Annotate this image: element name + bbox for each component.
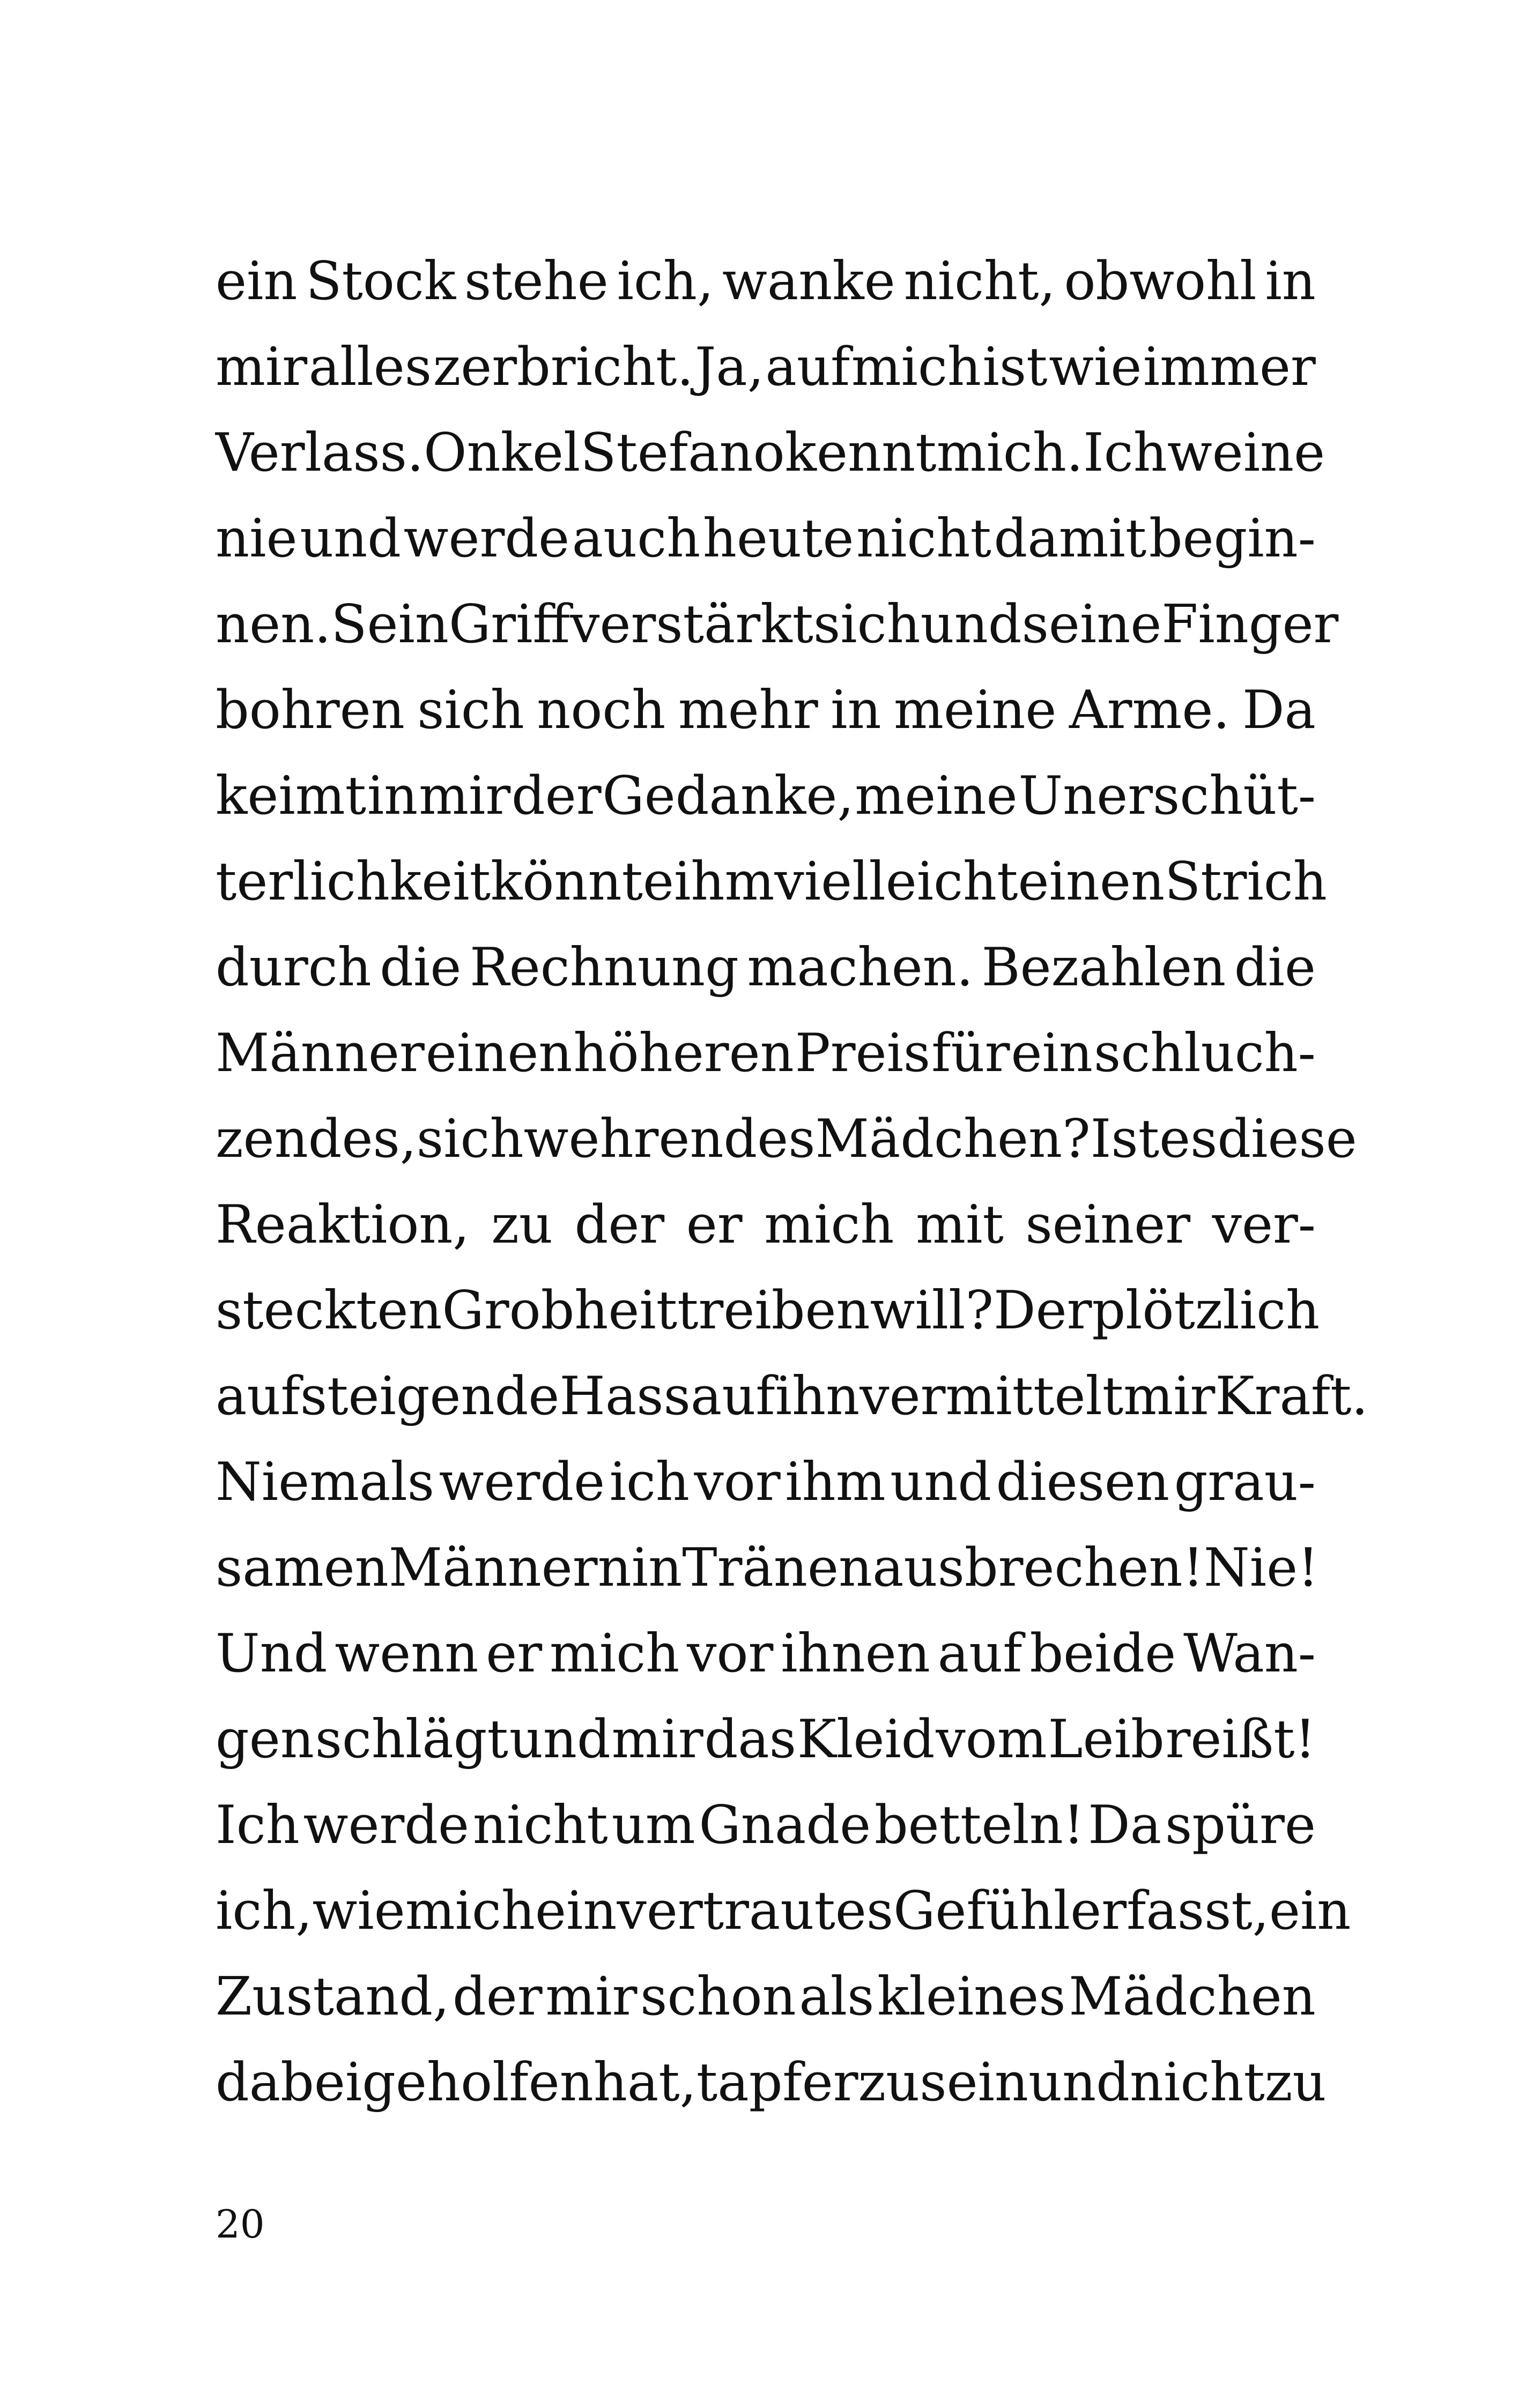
word: Gedanke, <box>602 765 854 827</box>
word: vertrautes <box>617 1881 894 1942</box>
word: auf <box>937 1623 1022 1684</box>
word: Wan- <box>1183 1623 1316 1684</box>
word: Zustand, <box>216 1966 450 2027</box>
word: aufsteigende <box>216 1366 560 1427</box>
word: und <box>300 508 402 569</box>
word: höheren <box>573 1023 794 1084</box>
text-line <box>216 1096 1357 1182</box>
word: in <box>367 765 418 827</box>
word: diese <box>1217 1109 1357 1170</box>
word: Tränen <box>682 1537 873 1599</box>
word: und <box>890 1452 992 1513</box>
word: nicht, <box>903 251 1056 312</box>
word: Männern <box>388 1537 632 1599</box>
word: Ist <box>1090 1109 1160 1170</box>
word: keimt <box>216 765 367 827</box>
word: sein <box>920 2052 1029 2113</box>
word: Ich <box>216 1795 300 1856</box>
text-line <box>216 2040 1327 2125</box>
word: wanke <box>722 251 895 312</box>
word: mehr <box>678 680 818 741</box>
word: mich <box>764 1194 894 1255</box>
word: ihm <box>785 1452 886 1513</box>
word: Verlass. <box>216 422 424 484</box>
word: noch <box>537 680 666 741</box>
word: mich <box>550 1623 680 1684</box>
word: treiben <box>677 1280 870 1341</box>
word: seine <box>1021 594 1162 655</box>
text-line <box>216 324 1316 410</box>
word: es <box>1159 1109 1218 1170</box>
word: in <box>831 680 881 741</box>
word: nicht <box>856 508 991 569</box>
word: hat, <box>593 2052 696 2113</box>
word: geholfen <box>362 2052 594 2113</box>
word: ihn <box>775 1366 860 1427</box>
word: Kraft. <box>1215 1366 1368 1427</box>
word: vor <box>694 1452 781 1513</box>
word: mit <box>916 1194 1004 1255</box>
word: nicht <box>1130 2052 1265 2113</box>
word: er <box>486 1623 543 1684</box>
word: mir <box>611 1709 703 1770</box>
word: Strich <box>1165 851 1327 912</box>
word: Preis <box>795 1023 931 1084</box>
text-line <box>216 839 1327 925</box>
word: Unerschüt- <box>1018 765 1316 827</box>
word: alles <box>308 337 432 398</box>
text-line <box>216 753 1316 839</box>
body-text <box>216 239 1368 2125</box>
text-line <box>216 1954 1316 2040</box>
word: will? <box>870 1280 994 1341</box>
word: grau- <box>1174 1452 1316 1513</box>
word: Hass <box>559 1366 691 1427</box>
word: plötzlich <box>1092 1280 1320 1341</box>
word: weine <box>1167 422 1325 484</box>
word: betteln! <box>874 1795 1085 1856</box>
word: das <box>704 1709 797 1770</box>
word: beide <box>1029 1623 1176 1684</box>
word: mich. <box>936 422 1084 484</box>
word: sich <box>813 594 921 655</box>
word: ihnen <box>781 1623 930 1684</box>
word: der <box>453 1966 543 2027</box>
word: sich <box>416 1109 524 1170</box>
word: terlichkeit <box>216 851 491 912</box>
word: schlägt <box>315 1709 508 1770</box>
word: steckten <box>216 1280 442 1341</box>
word: ich <box>609 1452 690 1513</box>
word: Und <box>216 1623 328 1684</box>
word: immer <box>1143 337 1316 398</box>
word: Bezahlen <box>981 937 1226 998</box>
word: die <box>380 937 462 998</box>
word: verstärkt <box>570 594 814 655</box>
word: wie <box>312 1881 405 1942</box>
word: nie <box>216 508 298 569</box>
text-line <box>216 239 1316 324</box>
text-line <box>216 1182 1316 1268</box>
word: Da <box>1242 680 1316 741</box>
word: ihm <box>674 851 775 912</box>
word: Stefano <box>580 422 785 484</box>
word: sich <box>417 680 524 741</box>
text-line <box>216 1010 1316 1096</box>
word: ausbrechen! <box>872 1537 1204 1599</box>
word: mir <box>419 765 511 827</box>
word: machen. <box>747 937 974 998</box>
word: Ja, <box>695 337 764 398</box>
word: Arme. <box>1069 680 1230 741</box>
word: seiner <box>1025 1194 1191 1255</box>
word: bohren <box>216 680 405 741</box>
word: werde <box>439 1452 605 1513</box>
word: auch <box>572 508 701 569</box>
word: Griff <box>448 594 570 655</box>
word: mich <box>405 1881 536 1942</box>
text-line <box>216 1525 1319 1611</box>
word: könnte <box>491 851 675 912</box>
word: Sein <box>331 594 449 655</box>
word: durch <box>216 937 372 998</box>
word: einen <box>425 1023 573 1084</box>
text-line <box>216 1354 1368 1439</box>
word: werde <box>403 508 570 569</box>
word: mich <box>851 337 982 398</box>
word: Stock <box>306 251 456 312</box>
word: wehrendes <box>523 1109 816 1170</box>
word: Gefühl <box>893 1881 1071 1942</box>
word: schon <box>640 1966 796 2027</box>
word: um <box>611 1795 695 1856</box>
word: dabei <box>216 2052 362 2113</box>
word: vermittelt <box>859 1366 1124 1427</box>
word: kennt <box>784 422 937 484</box>
word: werde <box>303 1795 470 1856</box>
page-number: 20 <box>216 2202 265 2247</box>
word: mir <box>216 337 308 398</box>
word: begin- <box>1148 508 1316 569</box>
word: vom <box>936 1709 1047 1770</box>
text-line <box>216 1611 1316 1697</box>
word: Niemals <box>216 1452 435 1513</box>
word: spüre <box>1165 1795 1316 1856</box>
word: mir <box>1123 1366 1216 1427</box>
word: Rechnung <box>469 937 739 998</box>
word: kleines <box>877 1966 1066 2027</box>
word: Reaktion, <box>216 1194 470 1255</box>
word: einen <box>1018 851 1165 912</box>
word: wie <box>1049 337 1142 398</box>
word: Finger <box>1161 594 1339 655</box>
word: ein <box>1269 1881 1351 1942</box>
word: als <box>799 1966 875 2027</box>
text-line <box>216 1268 1320 1354</box>
text-line <box>216 410 1325 496</box>
word: für <box>931 1023 1010 1084</box>
word: nicht <box>472 1795 608 1856</box>
word: auf <box>690 1366 775 1427</box>
word: Mädchen <box>1069 1966 1316 2027</box>
text-line <box>216 582 1339 667</box>
word: samen <box>216 1537 389 1599</box>
word: mir <box>545 1966 638 2027</box>
word: heute <box>702 508 854 569</box>
word: und <box>509 1709 611 1770</box>
word: Ich <box>1083 422 1167 484</box>
word: Gnade <box>699 1795 871 1856</box>
text-line <box>216 667 1316 753</box>
word: Grobheit <box>442 1280 678 1341</box>
word: ver- <box>1212 1194 1316 1255</box>
word: Der <box>994 1280 1092 1341</box>
word: zu <box>491 1194 553 1255</box>
word: zerbricht. <box>433 337 694 398</box>
word: zu <box>1264 2052 1327 2113</box>
word: Kleid <box>797 1709 935 1770</box>
word: ich, <box>216 1881 313 1942</box>
word: Onkel <box>424 422 581 484</box>
word: wenn <box>335 1623 479 1684</box>
word: meine <box>855 765 1018 827</box>
text-line <box>216 1782 1316 1868</box>
word: der <box>574 1194 665 1255</box>
text-line <box>216 1868 1351 1954</box>
word: schluch- <box>1094 1023 1316 1084</box>
word: stehe <box>464 251 609 312</box>
word: Mädchen? <box>815 1109 1091 1170</box>
word: vielleicht <box>774 851 1018 912</box>
word: Leib <box>1048 1709 1165 1770</box>
word: der <box>512 765 602 827</box>
word: nen. <box>216 594 331 655</box>
word: und <box>1028 2052 1130 2113</box>
word: zu <box>858 2052 920 2113</box>
word: zendes, <box>216 1109 417 1170</box>
word: und <box>920 594 1022 655</box>
word: Da <box>1088 1795 1162 1856</box>
word: ein <box>1011 1023 1093 1084</box>
word: gen <box>216 1709 314 1770</box>
word: in <box>631 1537 683 1599</box>
word: Nie! <box>1204 1537 1319 1599</box>
text-line <box>216 1439 1316 1525</box>
word: er <box>686 1194 743 1255</box>
word: ich, <box>617 251 714 312</box>
word: obwohl <box>1064 251 1257 312</box>
word: reißt! <box>1165 1709 1316 1770</box>
text-line <box>216 1697 1316 1782</box>
word: meine <box>894 680 1057 741</box>
word: die <box>1234 937 1316 998</box>
word: ist <box>982 337 1048 398</box>
word: diesen <box>996 1452 1170 1513</box>
word: vor <box>687 1623 774 1684</box>
word: ein <box>535 1881 617 1942</box>
word: ein <box>216 251 298 312</box>
word: erfasst, <box>1070 1881 1269 1942</box>
word: in <box>1265 251 1316 312</box>
text-line <box>216 496 1316 582</box>
word: auf <box>765 337 850 398</box>
text-line <box>216 925 1316 1010</box>
word: tapfer <box>696 2052 858 2113</box>
word: damit <box>994 508 1147 569</box>
word: Männer <box>216 1023 425 1084</box>
